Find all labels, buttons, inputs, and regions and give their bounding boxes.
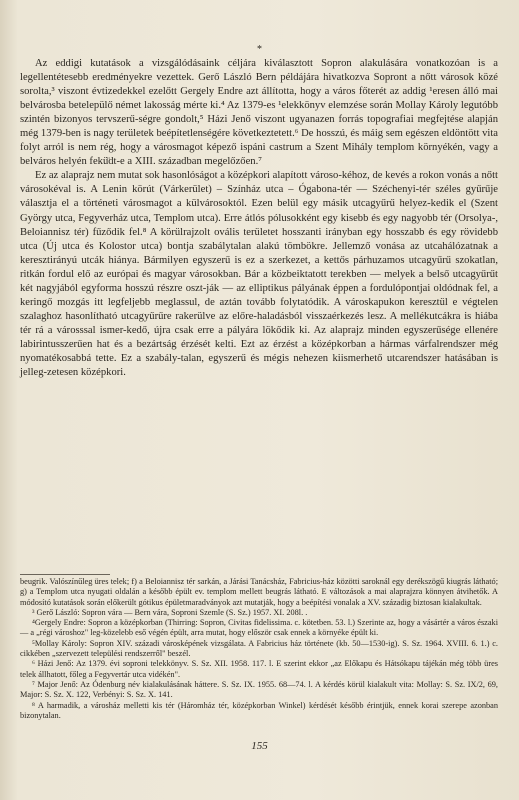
page-number: 155 [251, 740, 268, 752]
footnotes [20, 577, 498, 721]
section-separator: * [257, 44, 262, 55]
footnote: ⁶ Házi Jenő: Az 1379. évi soproni telekkönyv. S. Sz. XII. 1958. 117. l. E szerint ekkor „az Előkapu és Hátsókapu tájékán még több üres telek állhatott, főleg a Fegyvertár utca vidékén". [20, 659, 498, 679]
footnote-continuation: beugrik. Valószínűleg üres telek; f) a Beloiannisz tér sarkán, a Járási Tanácsház, Fabricius-ház közötti saroknál egy derékszögű kiugrás látható; g) a Templom utca nyugati oldalán a később épült ev. templom mellett beugrás látható. E változások a mai alaprajzra könnyen átvihetők. A módosító kutatások során előkerült gótikus épületmaradványok azt mutatják, hogy a beépítési vonalak a XV. századig biztosan kialakultak. [20, 577, 498, 607]
footnote: ³ Gerő László: Sopron vára — Bern vára, Soproni Szemle (S. Sz.) 1957. XI. 208l. . [32, 607, 308, 617]
paragraph: Ez az alaprajz nem mutat sok hasonlóságot a középkori alapított városo-kéhoz, de kevés a rokon vonás a nőtt városokéval is. A Lenin körút (Várkerület) – Színház utca – Ógabona-tér — Széchenyi-tér széles gyűrűje választja el a történeti városmagot a külvárosoktól. Ezen belül egy másik utcagyűrű helyez-kedik el (Szent György utca, Fegyverház utca, Templom utca). Erre átlós pólusokként egy kisebb és egy nagyobb tér (Orsolya-, Beloiannisz tér) fűződik fel.⁸ A körülrajzolt ovális területet hosszanti irányban egy hosszabb és egy rövidebb utca (Új utca és Kolostor utca) bontja szabálytalan alakú tömbökre. Jellemző vonása az utcahálózatnak a keresztirányú utcák hiánya. Bármilyen egyszerű is ez a szerkezet, a kettős párhuzamos utcagyűrű szokatlan, ritkán fordul elő az európai és magyar városokban. Bár a közbeiktatott terekben — melyek a belső utcagyűrűt két nagyjából egyforma hosszú részre oszt-ják — az elliptikus pályának éppen a fordulópontjai oldódnak fel, a keringő mozgás itt legfeljebb meglassul, de aztán tovább folytatódik. A városkapukon keresztül e végtelen szalaghoz hasonlítható utcagyűrűre rakerülve az előre-haladásból visszaérkezés lesz. A mellékutcákra is hiába tér rá a városssal ismer-kedő, újra csak erre a pályára lökődik ki. Az alaprajz minden egyszerűsége ellenére labirintusszerűen hat és a bezártság érzését kelti. Ezt az érzést a középkorban a hármas várfalrendszer még nyomatékosabbá tette. Ez a szabály-talan, egyszerű és mégis nehezen kiismerhető utcarendszer hatásában is jelleg-zetesen középkori. [20, 170, 498, 379]
paragraph: Az eddigi kutatások a vizsgálódásaink céljára kiválasztott Sopron alakulására vonatkozóan is a legellentétesebb eredményekre vezettek. Gerő László Bern példájára hivatkozva Sopront a nőtt városok közé sorolta,³ viszont évtizedekkel ezelőtt Gergely Endre azt állította, hogy a város főterét az addig ¹eresen álló mai belvárosba betelepülő német lakosság mérte ki.⁴ Az 1379-es ¹elekkönyv elemzése során Mollay Károly legutóbb szintén bizonyos tervszerű-ségre gondolt,⁵ Házi Jenő viszont ugyanazen forrás topografiai megfejtése alapján még 1379-ben is nagy területek beépítetlenségére következtetett.⁶ De hosszú, és máig sem egészen eldöntött vita folyt arról is nem rég, hogy a városmagot képező ispáni castrum a Szent Mihály templom környékén, vagy a belváros helyén fekü̈dt-e a XIII. században megelőzően.⁷ [20, 58, 498, 168]
main-text [20, 57, 498, 380]
footnote: ⁵Mollay Károly: Sopron XIV. századi városképének vizsgálata. A Fabricius ház története (kb. 50—1530-ig). S. Sz. 1964. XVIII. 6. 1.) c. cikkében „szervezett települési rendszerről" beszél. [20, 638, 498, 659]
footnote: ⁴Gergely Endre: Sopron a középkorban (Thirring: Sopron, Civitas fidelissima. c. kötetben. 53. l.) Szerinte az, hogy a vásártér a város északi — a „régi városhoz" leg-közelebb eső végén épült, arra mutat, hogy először csak ennek a környéke épült ki. [20, 618, 498, 638]
footnote: ⁸ A harmadik, a városház melletti kis tér (Háromház tér, középkorban Winkel) kérdését később érintjük, ennek korai szerepe azonban bizonytalan. [20, 700, 498, 720]
footnote-divider [20, 574, 110, 575]
footnote: ⁷ Major Jenő: Az Ódenburg név kialakulásának háttere. S. Sz. IX. 1955. 68—74. l. A kérdés körül kialakult vita: Mollay: S. Sz. IX/2, 69, Major: S. Sz. X. 122, Verbényi: S. Sz. X. 141. [20, 679, 498, 700]
